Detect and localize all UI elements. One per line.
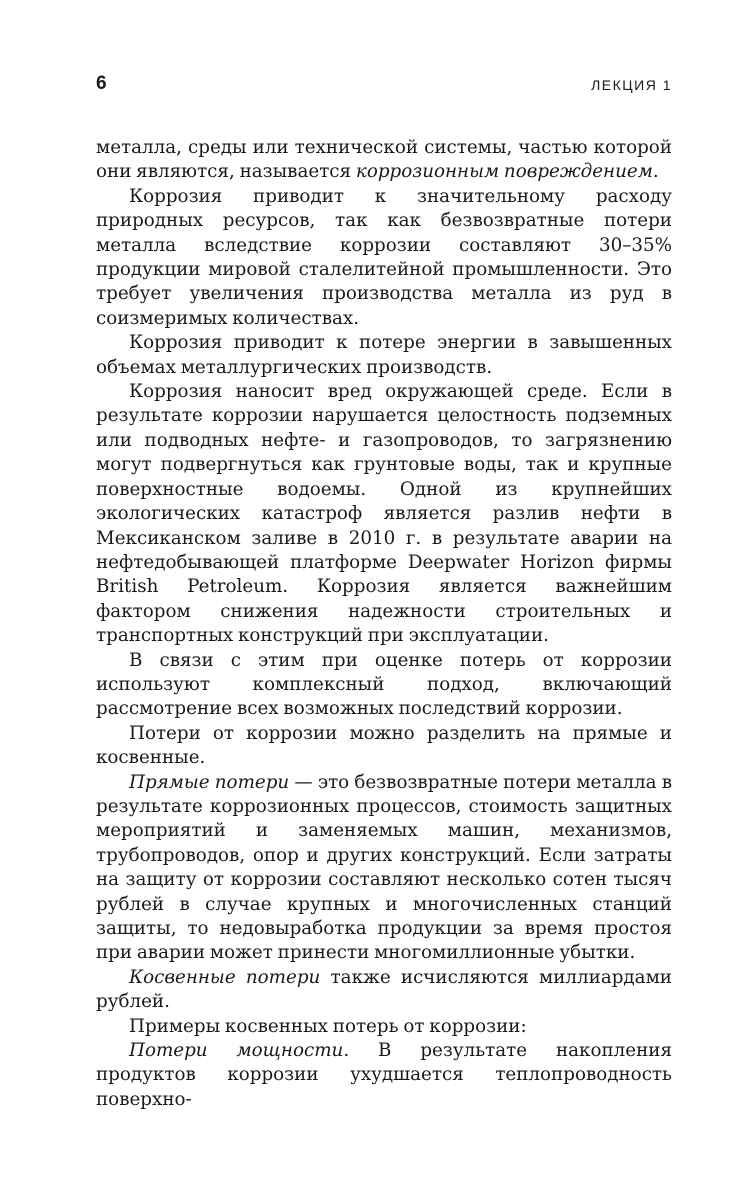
paragraph-continuation: металла, среды или технической системы, частью которой они являются, называется коррозионным повреждением. [96,137,672,183]
term-indirect-losses: Косвенные потери [129,966,321,988]
term-corrosion-damage: коррозионным повреждением [355,161,653,183]
paragraph-indirect-losses: Косвенные потери также исчисляются миллиардами рублей. [96,966,672,1013]
paragraph-resources: Коррозия приводит к значительному расходу природных ресурсов, так как безвозвратные потери металла вследствие коррозии составляют 30–35% продукции мировой сталелитейной промышленности. Это требует увеличения производства металла из руд в соизмеримых количествах. [96,185,672,329]
paragraph-examples-intro: Примеры косвенных потерь от коррозии: [129,1015,527,1037]
paragraph-direct-losses: Прямые потери — это безвозвратные потери металла в результате коррозионных процессов, стоимость защитных мероприятий и заменяемых машин, механизмов, трубопроводов, опор и других конструкций. Если затраты на защиту от коррозии составляют несколько сотен тысяч рублей в случае крупных и многочисленных станций защиты, то недовыработка продукции за время простоя при аварии может принести многомиллионные убытки. [96,771,672,964]
paragraph-environment: Коррозия наносит вред окружающей среде. Если в результате коррозии нарушается целостность подземных или подводных нефте- и газопроводов, то загрязнению могут подвергнуться как грунтовые воды, так и крупные поверхностные водоемы. Одной из крупнейших экологических катастроф является разлив нефти в Мексиканском заливе в 2010 г. в результате аварии на нефтедобывающей платформе Deepwater Horizon фирмы British Petroleum. Коррозия является важнейшим фактором снижения надежности строительных и транспортных конструкций при эксплуатации. [96,381,672,647]
body-text [96,136,672,1112]
term-power-losses: Потери мощности [129,1040,344,1062]
page-header [96,72,672,98]
paragraph-energy: Коррозия приводит к потере энергии в завышенных объемах металлургических производств. [96,332,672,378]
page-number: 6 [96,73,107,94]
paragraph-power-losses: Потери мощности. В результате накопления продуктов коррозии ухудшается теплопроводность поверхно- [96,1040,672,1110]
paragraph-approach: В связи с этим при оценке потерь от коррозии используют комплексный подход, включающий рассмотрение всех возможных последствий коррозии. [96,649,672,720]
term-direct-losses: Прямые потери [129,771,290,793]
paragraph-loss-types: Потери от коррозии можно разделить на прямые и косвенные. [96,722,672,769]
running-head: ЛЕКЦИЯ 1 [591,77,672,93]
